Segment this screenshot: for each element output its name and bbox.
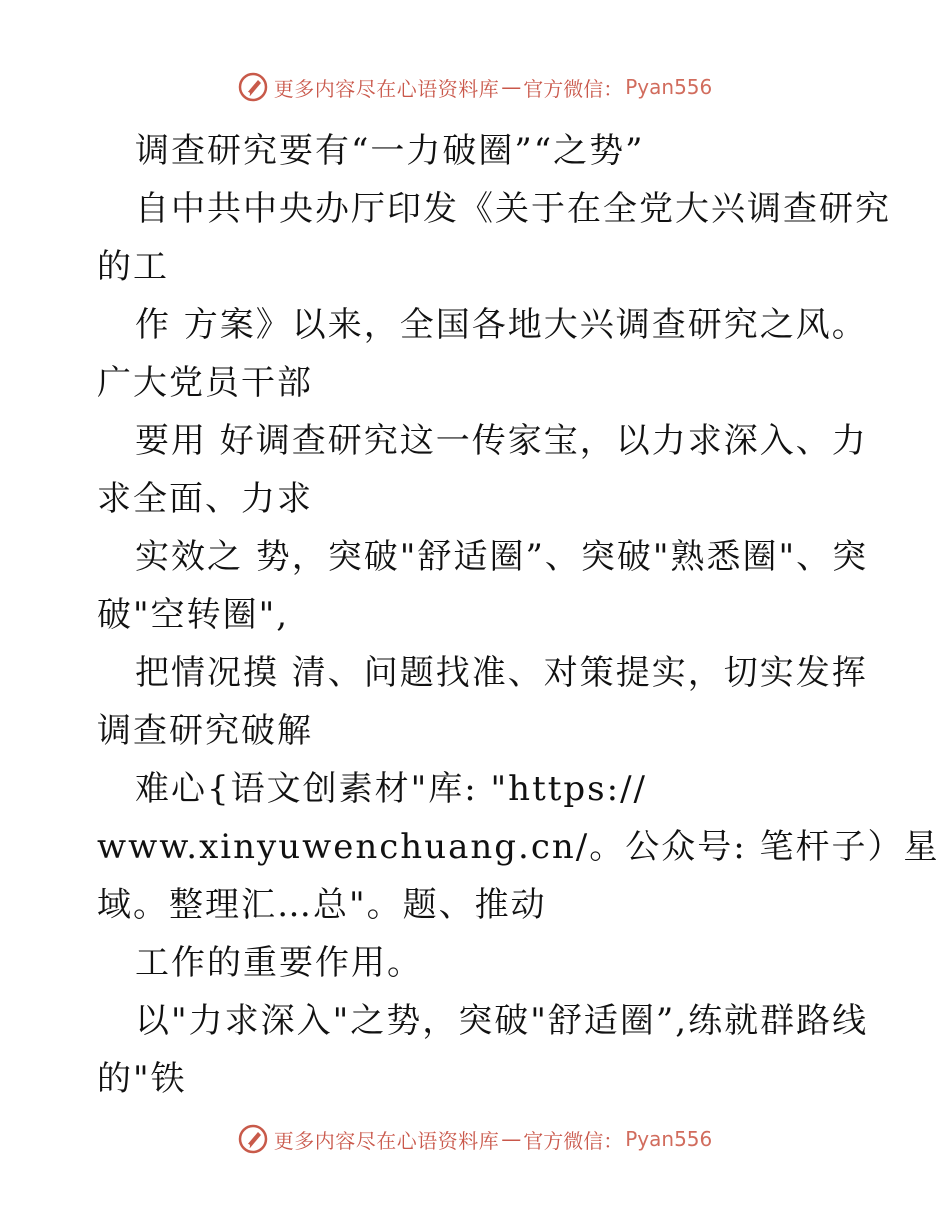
watermark-separator: —	[501, 1127, 522, 1151]
text-line: 以"力求深入"之势，突破"舒适圈”,练就群路线	[135, 1001, 869, 1041]
text-line: 破"空转圈",	[97, 595, 290, 635]
watermark-sub: 官方微信：	[523, 76, 624, 101]
document-body	[97, 122, 940, 1108]
pen-logo-icon	[238, 72, 268, 102]
text-line: 工作的重要作用。	[135, 943, 423, 983]
text-line: 实效之 势，突破"舒适圈”、突破"熟悉圈"、突	[135, 537, 869, 577]
text-line: 要用 好调查研究这一传家宝，以力求深入、力	[135, 421, 868, 461]
watermark-main: 更多内容尽在心语资料库	[273, 76, 500, 101]
watermark-id: Pyan556	[625, 75, 713, 99]
watermark-sub: 官方微信：	[523, 1128, 624, 1153]
text-line: 的"铁	[97, 1059, 187, 1099]
watermark-main: 更多内容尽在心语资料库	[273, 1128, 500, 1153]
text-line: 求全面、力求	[97, 479, 313, 519]
watermark-id: Pyan556	[625, 1127, 713, 1151]
footer-watermark	[0, 1124, 950, 1154]
text-line: 调查研究要有“一力破圈”“之势”	[135, 131, 645, 171]
text-line: 调查研究破解	[97, 711, 313, 751]
header-watermark	[0, 72, 950, 102]
watermark-separator: —	[501, 75, 522, 99]
text-line: 把情况摸 清、问题找准、对策提实，切实发挥	[135, 653, 868, 693]
text-line: 作 方案》以来，全国各地大兴调查研究之风。	[135, 305, 868, 345]
text-line: 域。整理汇…总"。题、推动	[97, 885, 547, 925]
text-line: 难心{语文创素材"库: "https://	[135, 769, 647, 809]
text-line: 广大党员干部	[97, 363, 313, 403]
text-line: www.xinyuwenchuang.cn/。公众号: 笔杆子）星	[97, 827, 940, 867]
text-line: 自中共中央办厅印发《关于在全党大兴调查研究	[135, 189, 891, 229]
text-line: 的工	[97, 247, 169, 287]
pen-logo-icon	[238, 1124, 268, 1154]
